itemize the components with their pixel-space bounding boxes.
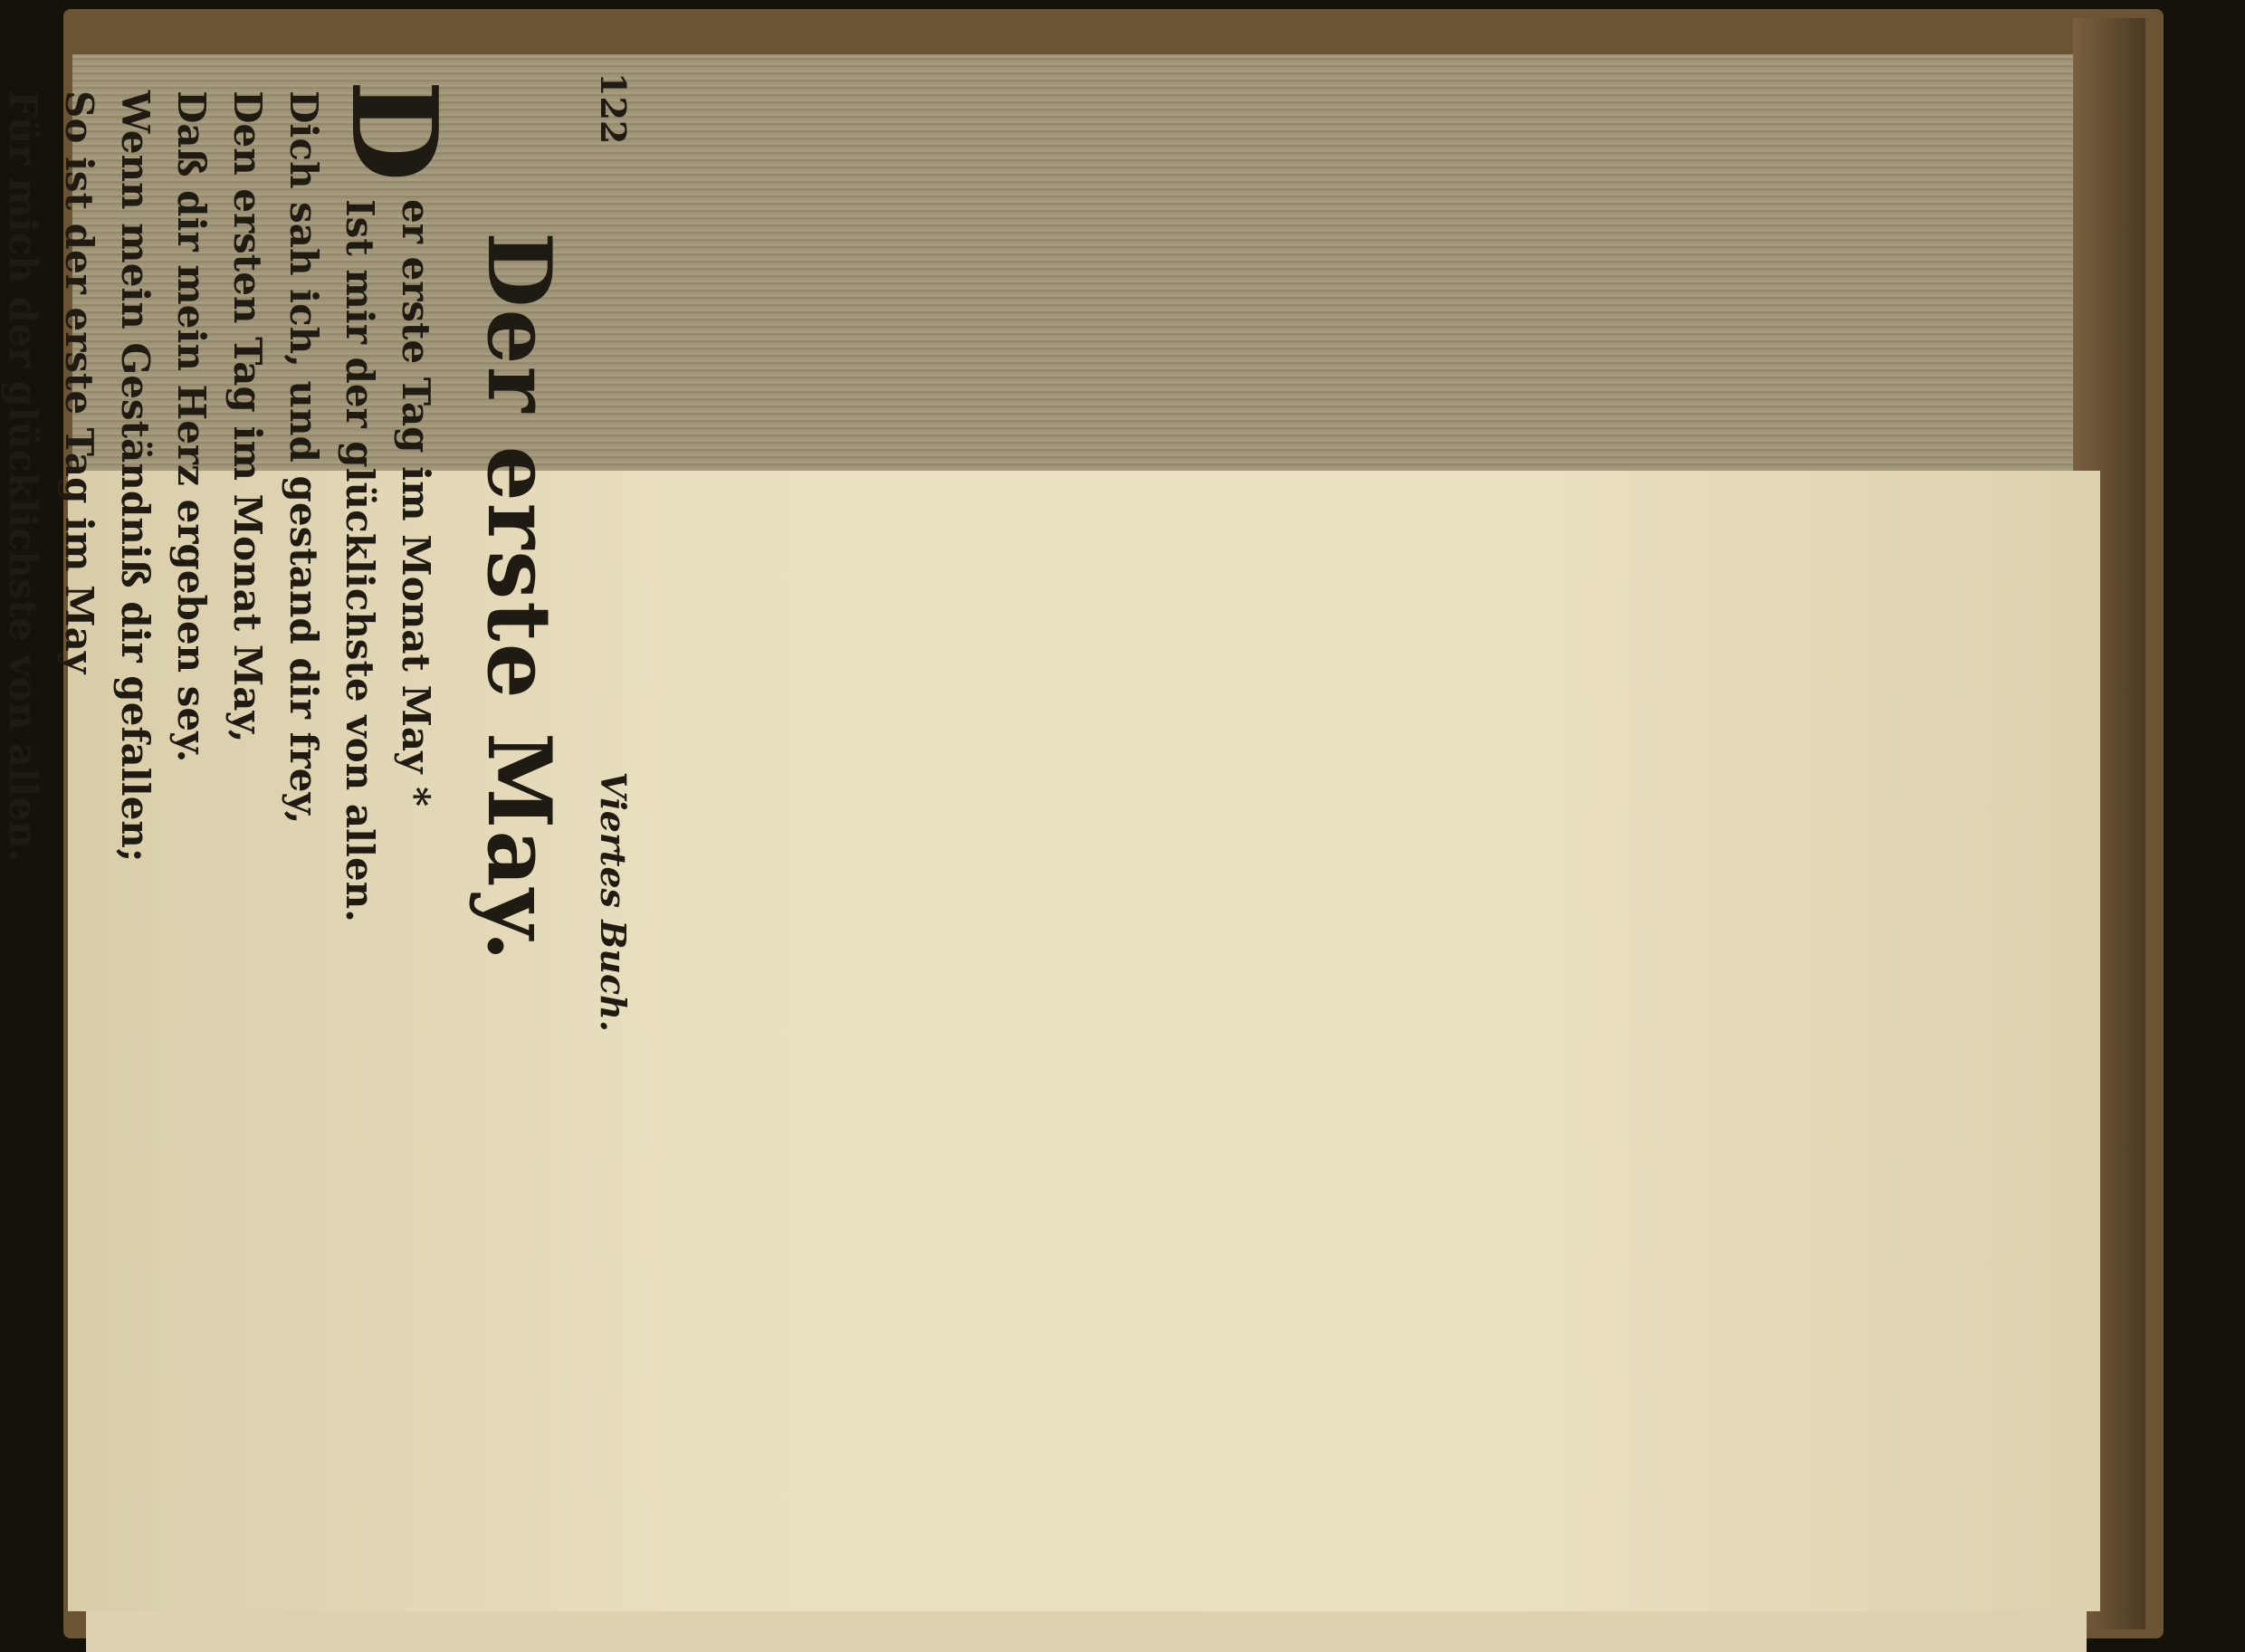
running-head: Viertes Buch.: [593, 771, 634, 1032]
poem-line: er erste Tag im Monat May *: [394, 199, 438, 807]
drop-cap: D: [325, 80, 463, 182]
poem-line: Den ersten Tag im Monat May,: [225, 91, 270, 743]
poem-line: Dich sah ich, und gestand dir frey,: [282, 91, 326, 825]
poem-line: Wenn mein Geständniß dir gefallen;: [113, 91, 158, 863]
page-content: [0, 54, 634, 1141]
poem-line: Ist mir der glücklichste von allen.: [338, 199, 382, 922]
poem-line: Für mich der glücklichste von allen.: [1, 91, 45, 862]
next-page-strip: [86, 1611, 2087, 1652]
poem: [0, 80, 463, 1132]
poem-title: Der erste May.: [468, 232, 570, 963]
page-number: 122: [593, 72, 634, 145]
poem-line: So ist der erste Tag im May: [57, 91, 101, 674]
poem-line: Daß dir mein Herz ergeben sey.: [169, 91, 214, 763]
